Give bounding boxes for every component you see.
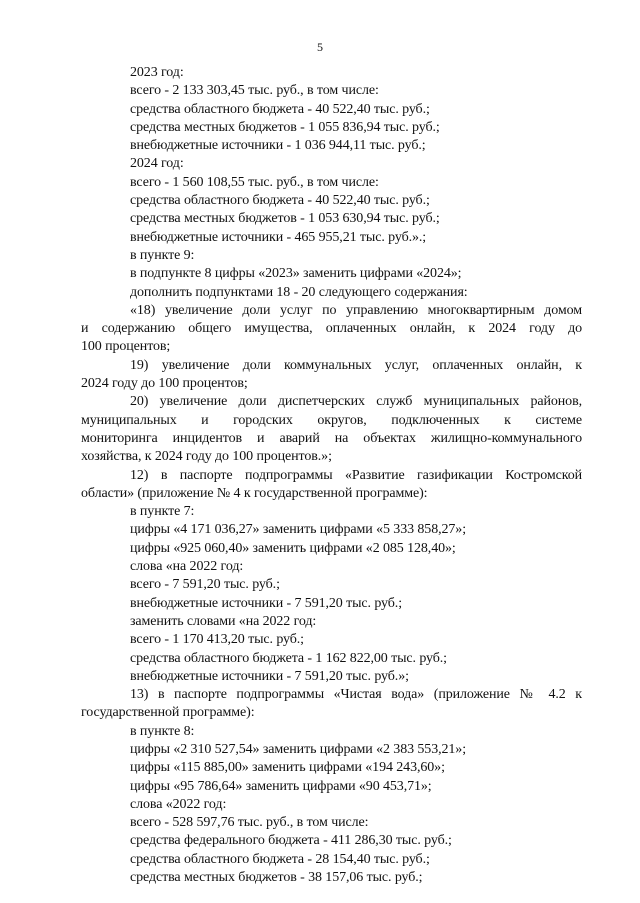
text-line: дополнить подпунктами 18 - 20 следующего содержания:: [130, 284, 468, 300]
text-line: цифры «2 310 527,54» заменить цифрами «2 383 553,21»;: [130, 741, 466, 757]
text-line: средства местных бюджетов - 1 055 836,94 тыс. руб.;: [130, 119, 440, 135]
text-line: в подпункте 8 цифры «2023» заменить цифрами «2024»;: [130, 266, 462, 282]
text-line: цифры «115 885,00» заменить цифрами «194 243,60»;: [130, 760, 445, 776]
text-line: цифры «4 171 036,27» заменить цифрами «5 333 858,27»;: [130, 522, 466, 538]
text-line: всего - 7 591,20 тыс. руб.;: [130, 577, 280, 593]
text-line: средства федерального бюджета - 411 286,30 тыс. руб.;: [130, 833, 452, 849]
text-line: средства областного бюджета - 40 522,40 тыс. руб.;: [130, 101, 430, 117]
text-line: средства областного бюджета - 28 154,40 тыс. руб.;: [130, 851, 430, 867]
text-line: и содержанию общего имущества, оплаченных онлайн, к 2024 году до: [81, 321, 582, 337]
text-line: 19) увеличение доли коммунальных услуг, оплаченных онлайн, к: [130, 357, 582, 373]
text-line: внебюджетные источники - 1 036 944,11 тыс. руб.;: [130, 138, 426, 154]
text-line: 20) увеличение доли диспетчерских служб муниципальных районов,: [130, 394, 582, 410]
text-line: 2023 год:: [130, 65, 184, 80]
text-line: слова «на 2022 год:: [130, 559, 244, 575]
text-line: средства областного бюджета - 1 162 822,00 тыс. руб.;: [130, 650, 447, 666]
text-line: 2024 год:: [130, 156, 184, 172]
text-line: всего - 1 170 413,20 тыс. руб.;: [130, 632, 304, 648]
text-line: заменить словами «на 2022 год:: [130, 613, 317, 629]
text-line: всего - 2 133 303,45 тыс. руб., в том числе:: [130, 83, 379, 99]
text-line: цифры «925 060,40» заменить цифрами «2 085 128,40»;: [130, 540, 456, 556]
text-line: средства местных бюджетов - 1 053 630,94 тыс. руб.;: [130, 211, 440, 227]
text-line: государственной программе):: [81, 705, 255, 721]
text-line: хозяйства, к 2024 году до 100 процентов.»;: [81, 449, 332, 465]
text-line: в пункте 7:: [130, 504, 195, 520]
text-line: внебюджетные источники - 465 955,21 тыс. руб.».;: [130, 229, 427, 245]
text-line: средства местных бюджетов - 38 157,06 тыс. руб.;: [130, 870, 423, 886]
text-line: 2024 году до 100 процентов;: [81, 376, 248, 392]
text-line: 100 процентов;: [81, 339, 171, 355]
text-line: «18) увеличение доли услуг по управлению многоквартирным домом: [130, 302, 582, 318]
text-line: 12) в паспорте подпрограммы «Развитие газификации Костромской: [130, 467, 582, 483]
text-line: муниципальных и городских округов, подключенных к системе: [81, 412, 582, 428]
text-line: внебюджетные источники - 7 591,20 тыс. руб.»;: [130, 668, 409, 684]
text-line: в пункте 9:: [130, 247, 195, 263]
text-line: в пункте 8:: [130, 723, 195, 739]
text-line: области» (приложение № 4 к государственной программе):: [81, 485, 428, 501]
text-line: мониторинга инцидентов и аварий на объектах жилищно-коммунального: [81, 430, 582, 446]
text-line: всего - 1 560 108,55 тыс. руб., в том числе:: [130, 174, 379, 190]
text-line: цифры «95 786,64» заменить цифрами «90 453,71»;: [130, 778, 432, 794]
page-number: 5: [317, 40, 323, 54]
text-line: средства областного бюджета - 40 522,40 тыс. руб.;: [130, 193, 430, 209]
text-line: всего - 528 597,76 тыс. руб., в том числе:: [130, 815, 369, 831]
text-line: 13) в паспорте подпрограммы «Чистая вода» (приложение № 4.2 к: [130, 687, 582, 703]
document-body: [81, 64, 582, 887]
text-line: внебюджетные источники - 7 591,20 тыс. руб.;: [130, 595, 402, 611]
text-line: слова «2022 год:: [130, 796, 227, 812]
